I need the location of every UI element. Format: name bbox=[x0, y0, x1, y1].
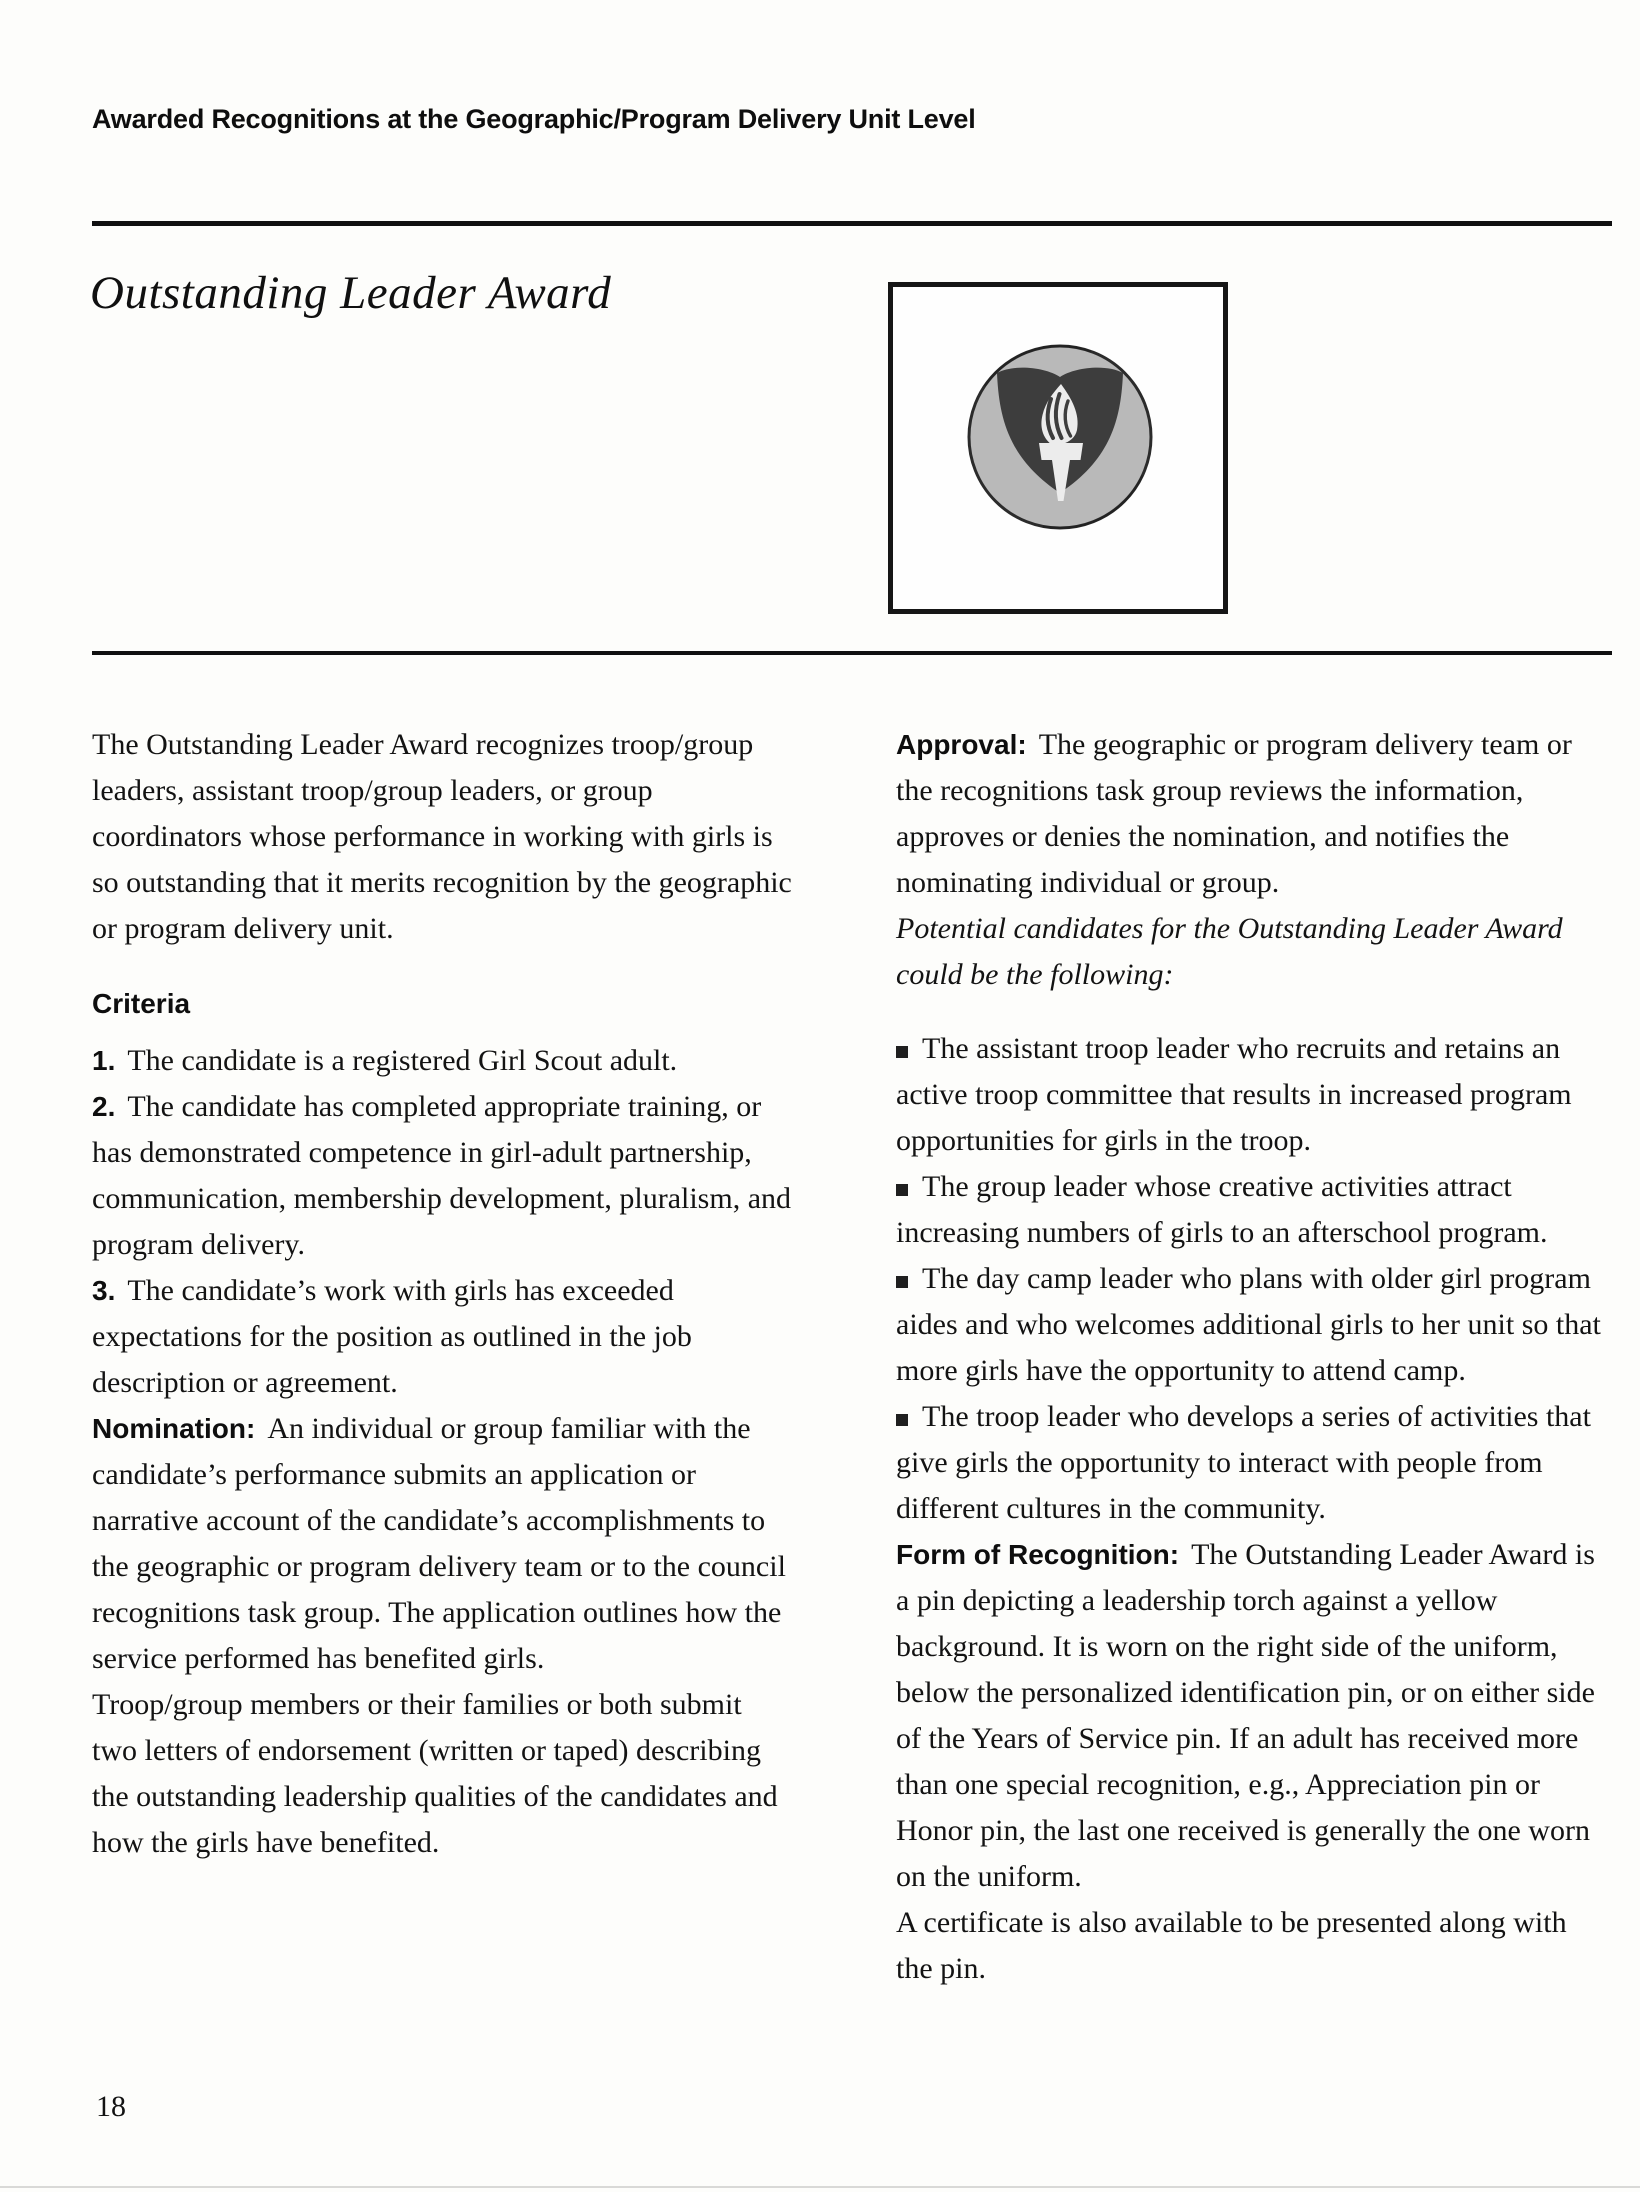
page-bottom-edge bbox=[0, 2186, 1640, 2188]
award-badge-image bbox=[893, 287, 1223, 609]
award-title: Outstanding Leader Award bbox=[90, 267, 612, 319]
nomination-label: Nomination: bbox=[92, 1413, 256, 1444]
form-of-recognition-paragraph bbox=[896, 1532, 1604, 1900]
square-bullet-icon bbox=[896, 1414, 908, 1426]
square-bullet-icon bbox=[896, 1276, 908, 1288]
list-item-text: The assistant troop leader who recruits and retains an active troop committee that results in increased program opportunities for girls in the troop. bbox=[896, 1032, 1572, 1157]
criteria-text: The candidate has completed appropriate training, or has demonstrated competence in girl-adult partnership, communication, membership development, pluralism, and program delivery. bbox=[92, 1090, 792, 1261]
list-item bbox=[896, 1394, 1604, 1532]
approval-paragraph bbox=[896, 722, 1604, 906]
criteria-heading: Criteria bbox=[92, 988, 191, 1019]
nomination-paragraph bbox=[92, 1406, 792, 1682]
criteria-text: The candidate’s work with girls has exceeded expectations for the position as outlined in the job description or agreement. bbox=[92, 1274, 692, 1399]
criteria-number: 3. bbox=[92, 1275, 116, 1306]
approval-label: Approval: bbox=[896, 729, 1027, 760]
criteria-item bbox=[92, 1084, 792, 1268]
page-title: Awarded Recognitions at the Geographic/Program Delivery Unit Level bbox=[92, 104, 976, 134]
divider-middle bbox=[92, 651, 1612, 655]
list-item-text: The day camp leader who plans with older girl program aides and who welcomes additional girls to her unit so that more girls have the opportunity to attend camp. bbox=[896, 1262, 1601, 1387]
candidates-intro: Potential candidates for the Outstanding Leader Award could be the following: bbox=[896, 912, 1563, 991]
list-item bbox=[896, 1026, 1604, 1164]
intro-paragraph: The Outstanding Leader Award recognizes troop/group leaders, assistant troop/group leaders, or group coordinators whose performance in working with girls is so outstanding that it merits recognition by the geographic or program delivery unit. bbox=[92, 728, 792, 945]
list-item-text: The group leader whose creative activities attract increasing numbers of girls to an afterschool program. bbox=[896, 1170, 1548, 1249]
criteria-item bbox=[92, 1268, 792, 1406]
divider-top bbox=[92, 221, 1612, 226]
criteria-number: 2. bbox=[92, 1091, 116, 1122]
endorsement-paragraph: Troop/group members or their families or both submit two letters of endorsement (written or taped) describing the outstanding leadership qualities of the candidates and how the girls have benefited. bbox=[92, 1688, 778, 1859]
square-bullet-icon bbox=[896, 1184, 908, 1196]
form-of-recognition-text: The Outstanding Leader Award is a pin depicting a leadership torch against a yellow background. It is worn on the right side of the uniform, below the personalized identification pin, or on either side of the Years of Service pin. If an adult has received more than one special recognition, e.g., Appreciation pin or Honor pin, the last one received is generally the one worn on the uniform. bbox=[896, 1538, 1595, 1893]
approval-text: The geographic or program delivery team or the recognitions task group reviews the information, approves or denies the nomination, and notifies the nominating individual or group. bbox=[896, 728, 1572, 899]
left-column bbox=[92, 722, 792, 1866]
square-bullet-icon bbox=[896, 1046, 908, 1058]
criteria-text: The candidate is a registered Girl Scout adult. bbox=[127, 1044, 678, 1077]
form-of-recognition-label: Form of Recognition: bbox=[896, 1539, 1180, 1570]
award-badge-frame bbox=[888, 282, 1228, 614]
right-column bbox=[896, 722, 1604, 1992]
certificate-paragraph: A certificate is also available to be presented along with the pin. bbox=[896, 1906, 1567, 1985]
list-item bbox=[896, 1164, 1604, 1256]
criteria-number: 1. bbox=[92, 1045, 116, 1076]
criteria-item bbox=[92, 1038, 792, 1084]
nomination-text: An individual or group familiar with the candidate’s performance submits an application or narrative account of the candidate’s accomplishments to the geographic or program delivery team or to the council recognitions task group. The application outlines how the service performed has benefited girls. bbox=[92, 1412, 786, 1675]
list-item bbox=[896, 1256, 1604, 1394]
page-number: 18 bbox=[96, 2090, 126, 2123]
candidates-list bbox=[896, 1026, 1604, 1532]
list-item-text: The troop leader who develops a series of activities that give girls the opportunity to interact with people from different cultures in the community. bbox=[896, 1400, 1591, 1525]
